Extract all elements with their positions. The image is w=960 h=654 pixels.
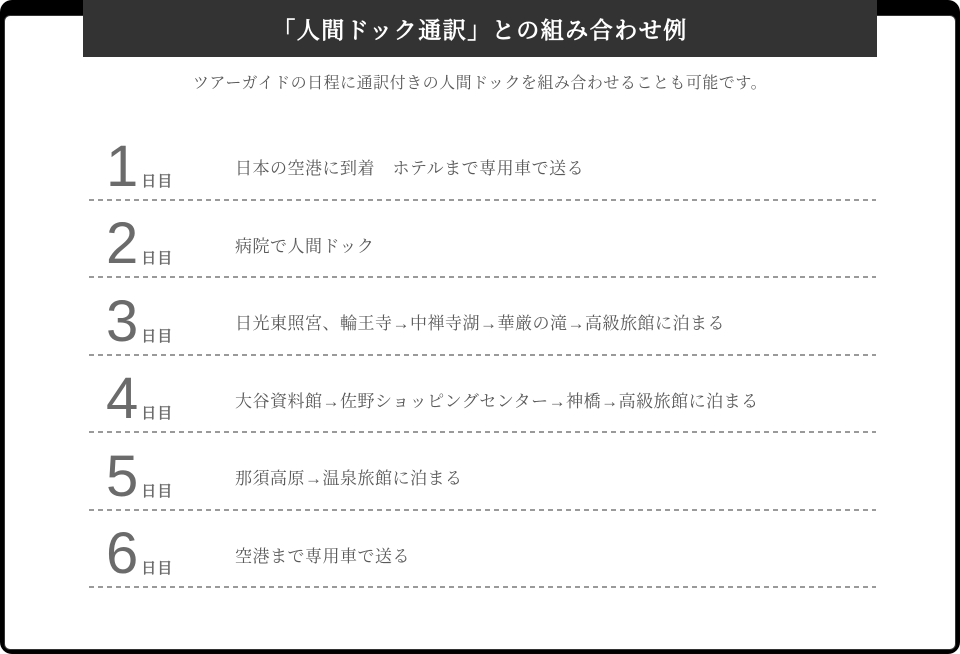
schedule-list bbox=[89, 123, 876, 588]
schedule-row-day5 bbox=[89, 433, 876, 511]
day-number: 6 bbox=[106, 521, 139, 587]
day-number: 3 bbox=[106, 288, 139, 354]
day-number: 4 bbox=[106, 366, 139, 432]
day-label bbox=[89, 443, 235, 509]
day-suffix: 日目 bbox=[141, 172, 174, 190]
day-suffix: 日目 bbox=[141, 560, 174, 578]
day-suffix: 日目 bbox=[141, 327, 174, 345]
day-description: 日本の空港に到着 ホテルまで専用車で送る bbox=[235, 159, 585, 179]
section-header bbox=[83, 0, 877, 57]
day-number: 2 bbox=[106, 211, 139, 277]
day-suffix: 日目 bbox=[141, 250, 174, 268]
day-label bbox=[89, 288, 235, 354]
day-description: 日光東照宮、輪王寺→中禅寺湖→華厳の滝→高級旅館に泊まる bbox=[235, 314, 725, 334]
day-label bbox=[89, 521, 235, 587]
content-panel bbox=[4, 15, 956, 650]
day-description: 空港まで専用車で送る bbox=[235, 546, 410, 566]
day-suffix: 日目 bbox=[141, 405, 174, 423]
day-description: 大谷資料館→佐野ショッピングセンター→神橋→高級旅館に泊まる bbox=[235, 391, 759, 411]
day-description: 病院で人間ドック bbox=[235, 236, 375, 256]
schedule-row-day1 bbox=[89, 123, 876, 201]
schedule-row-day3 bbox=[89, 278, 876, 356]
day-label bbox=[89, 133, 235, 199]
schedule-row-day2 bbox=[89, 201, 876, 279]
schedule-row-day6 bbox=[89, 511, 876, 589]
day-number: 5 bbox=[106, 443, 139, 509]
section-title: 「人間ドック通訳」との組み合わせ例 bbox=[272, 17, 688, 43]
day-suffix: 日目 bbox=[141, 482, 174, 500]
intro-text: ツアーガイドの日程に通訳付きの人間ドックを組み合わせることも可能です。 bbox=[192, 75, 768, 92]
day-number: 1 bbox=[106, 133, 139, 199]
day-label bbox=[89, 366, 235, 432]
day-label bbox=[89, 211, 235, 277]
day-description: 那須高原→温泉旅館に泊まる bbox=[235, 469, 463, 489]
schedule-row-day4 bbox=[89, 356, 876, 434]
